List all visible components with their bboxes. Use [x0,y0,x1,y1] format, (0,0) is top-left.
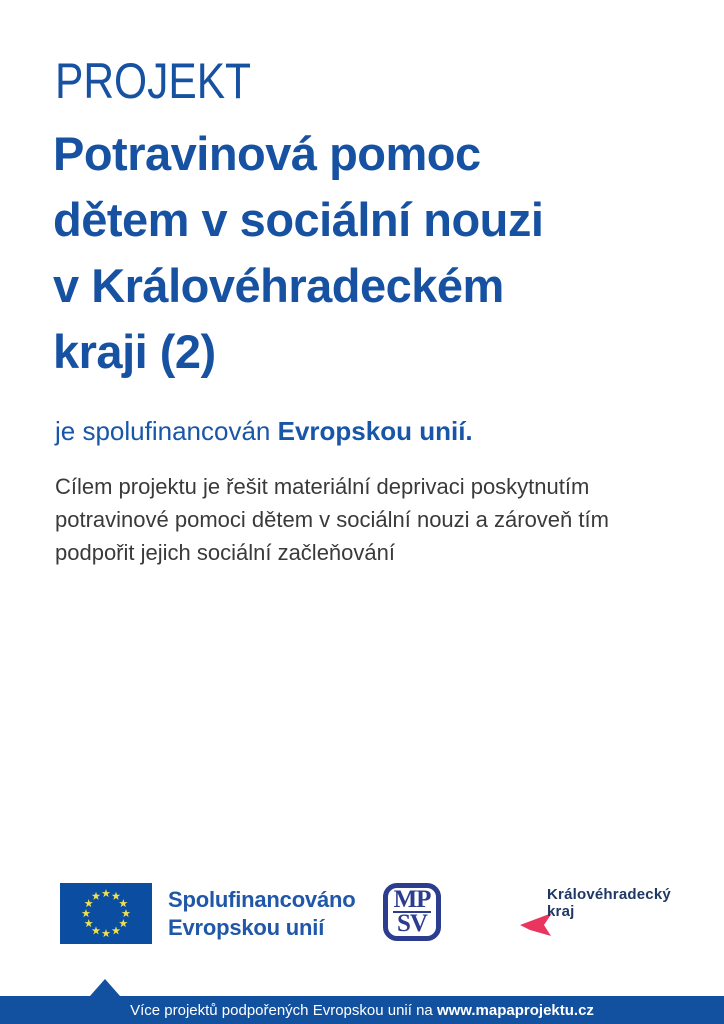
khk-region-logo [520,886,680,938]
eu-flag-icon [60,883,152,944]
cofinancing-statement [55,416,473,447]
cofinancing-statement-bold: Evropskou unií. [277,416,473,446]
cofinancing-statement-regular: je spolufinancován [55,416,278,446]
title-line-2: dětem v sociální nouzi [53,193,544,246]
mpsv-logo-letters-bottom: SV [397,910,427,937]
eu-cofunded-label-line-2: Evropskou unií [168,915,325,940]
title-line-4: kraji (2) [53,325,216,378]
title-line-1: Potravinová pomoc [53,127,481,180]
footer-url: www.mapaprojektu.cz [436,1001,594,1019]
page-title [53,121,693,385]
title-line-3: v Královéhradeckém [53,259,504,312]
footer-bar [0,996,724,1024]
footer-text-regular: Více projektů podpořených Evropskou unií na [130,1001,437,1019]
mpsv-logo-letters-top: MP [393,886,431,913]
khk-region-label-line-2: kraj [547,903,575,920]
eu-cofunded-label-line-1: Spolufinancováno [168,887,356,912]
mpsv-logo [383,883,441,941]
project-description: Cílem projektu je řešit materiální deprivaci poskytnutím potravinové pomoci dětem v sociální nouzi a zároveň tím podpořit jejich sociální začleňování [55,474,609,565]
eu-cofunded-label [168,886,355,942]
logos-row [0,883,724,945]
khk-region-label [547,886,671,920]
kicker-label: PROJEKT [55,53,252,109]
footer-notch-triangle [90,979,120,996]
khk-region-label-line-1: Královéhradecký [547,886,671,903]
footer-text [130,1002,594,1019]
